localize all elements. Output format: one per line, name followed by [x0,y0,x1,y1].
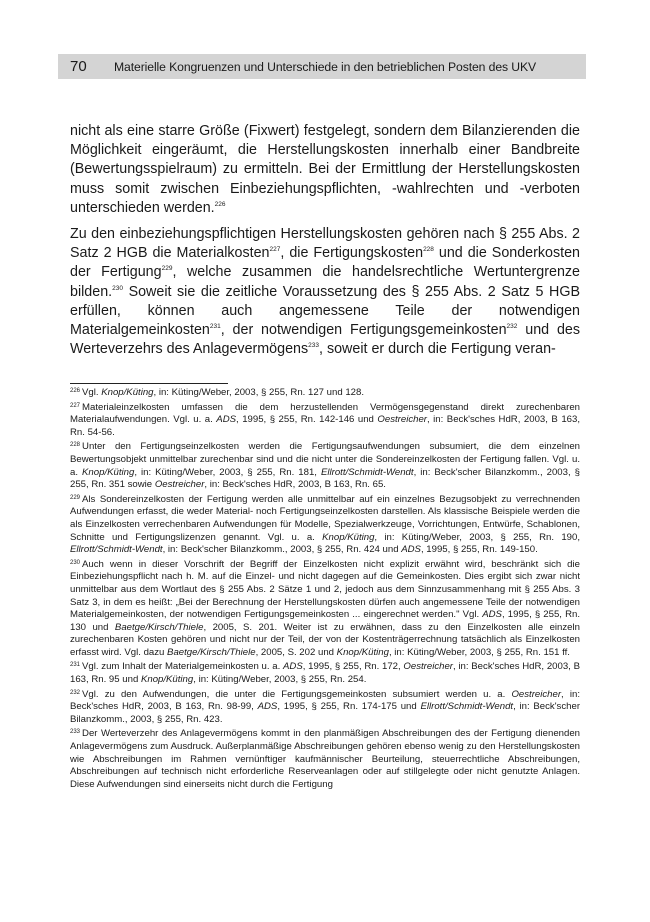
footnote-ref[interactable]: 227 [269,246,281,254]
footnote-233: $^{233}$ Der Werteverzehr des Anlagevermögens kommt in den planmäßigen Abschreibungen des der Fertigung dienenden Anlagevermögens zum Ausdruck. Außerplanmäßige Abschreibungen gehören ebenso wenig zu den Herstellungskosten wie Abschreibungen im Rahmen vernünftiger kaufmännischer Beurteilung, steuerrechtliche Abschreibungen, Abschreibungen auf technisch nicht erforderliche Reserveanlagen oder auf stillgelegte oder nicht genutzte Anlagen. Diese Aufwendungen sind einerseits nicht durch die Fertigung [70,728,580,790]
running-title: Materielle Kongruenzen und Unterschiede in den betrieblichen Posten des UKV [114,59,537,74]
footnote-227: $^{227}$ Materialeinzelkosten umfassen die dem herzustellenden Vermögensgegenstand direkt zurechenbaren Materialaufwendungen. Vgl. u. a. ADS, 1995, § 255, Rn. 142-146 und Oestreicher, in: Beck'sches HdR, 2003, B 163, Rn. 54-56. [70,401,580,438]
running-header [58,54,586,79]
page-number: 70 [70,58,87,75]
footnote-ref[interactable]: 231 [209,323,221,331]
footnote-232: $^{232}$ Vgl. zu den Aufwendungen, die unter die Fertigungsgemeinkosten subsumiert werden u. a. Oestreicher, in: Beck'sches HdR, 2003, B 163, Rn. 98-99, ADS, 1995, § 255, Rn. 174-175 und Ellrott/Schmidt-Wendt, in: Beck'scher Bilanzkomm., 2003, § 255, Rn. 423. [70,688,581,725]
footnote-ref[interactable]: 228 [423,246,434,254]
footnote-231: $^{231}$ Vgl. zum Inhalt der Materialgemeinkosten u. a. ADS, 1995, § 255, Rn. 172, Oestreicher, in: Beck'sches HdR, 2003, B 163, Rn. 95 und Knop/Küting, in: Küting/Weber, 2003, § 255, Rn. 254. [70,661,580,686]
footnote-230: $^{230}$ Auch wenn in dieser Vorschrift der Begriff der Einzelkosten nicht explizit erwähnt wird, beschränkt sich die Einbeziehungspflicht nach h. M. auf die Einzel- und nicht dagegen auf die Gemeinkosten. Dies ergibt sich zwar nicht unmittelbar aus dem Wortlaut des § 255 Abs. 2 Sätze 1 und 2, jedoch aus dem Sinnzusammenhang mit § 255 Abs. 3 Satz 3, in dem es heißt: „Bei der Berechnung der Herstellungskosten dürfen auch angemessene Teile der notwendigen Materialgemeinkosten, der notwendigen Fertigungsgemeinkosten ... eingerechnet werden." Vgl. ADS, 1995, § 255, Rn. 130 und Baetge/Kirsch/Thiele, 2005, S. 201. Weiter ist zu erwähnen, dass zu den Einzelkosten alle einzeln zurechenbaren Kosten gehören und nicht nur der Teil, der von der Kostenträgerrechnung tatsächlich als Einzelkosten erfasst wird. Vgl. dazu Baetge/Kirsch/Thiele, 2005, S. 202 und Knop/Küting, in: Küting/Weber, 2003, § 255, Rn. 151 ff. [70,558,580,658]
footnotes [70,387,580,793]
footnote-ref[interactable]: 233 [308,342,319,350]
footnote-ref[interactable]: 230 [112,284,123,292]
footnote-ref[interactable]: 232 [506,323,518,331]
footnote-226: $^{226}$ Vgl. Knop/Küting, in: Küting/Weber, 2003, § 255, Rn. 127 und 128. [70,387,365,398]
footnote-ref[interactable]: 229 [161,265,173,273]
paragraph: nicht als eine starre Größe (Fixwert) festgelegt, sondern dem Bilanzierenden die Möglichkeit eingeräumt, die Herstellungskosten innerhalb einer Bandbreite (Bewertungsspielraum) zu ermitteln. Bei der Ermittlung der Herstellungskosten muss somit zwischen Einbeziehungspflichten, -wahlrechten und -verboten unterschieden werden.$^{226}$ [70,123,580,216]
footnote-separator [70,383,228,384]
footnote-ref[interactable]: 226 [214,201,226,209]
footnote-228: $^{228}$ Unter den Fertigungseinzelkosten werden die Fertigungsaufwendungen subsumiert, die dem einzelnen Bewertungsobjekt unmittelbar zurechenbar sind und die nicht unter die Sondereinzelkosten der Fertigung fallen. Vgl. u. a. Knop/Küting, in: Küting/Weber, 2003, § 255, Rn. 181, Ellrott/Schmidt-Wendt, in: Beck'scher Bilanzkomm., 2003, § 255, Rn. 351 sowie Oestreicher, in: Beck'sches HdR, 2003, B 163, Rn. 65. [70,441,580,491]
paragraph: Zu den einbeziehungspflichtigen Herstellungskosten gehören nach § 255 Abs. 2 Satz 2 HGB die Materialkosten$^{227}$, die Fertigungskosten$^{228}$ und die Sonderkosten der Fertigung$^{229}$, welche zusammen die handelsrechtliche Wertuntergrenze bilden.$^{230}$ Soweit sie die zeitliche Voraussetzung des § 255 Abs. 2 Satz 5 HGB erfüllen, können auch angemessene Teile der notwendigen Materialgemeinkosten$^{231}$, der notwendigen Fertigungsgemeinkosten$^{232}$ und des Werteverzehrs des Anlagevermögens$^{233}$, soweit er durch die Fertigung veran- [70,226,581,358]
main-text [70,122,580,366]
footnote-229: $^{229}$ Als Sondereinzelkosten der Fertigung werden alle unmittelbar auf ein einzelnes Bezugsobjekt zu verrechnenden Aufwendungen erfasst, die weder Material- noch Fertigungseinzelkosten darstellen. Als klassische Beispiele werden die als Einzelkosten verrechenbaren Aufwendungen für Modelle, Spezialwerkzeuge, Vorrichtungen, Entwürfe, Schablonen, Schnitte und Fertigungslizenzen genannt. Vgl. u. a. Knop/Küting, in: Küting/Weber, 2003, § 255, Rn. 190, Ellrott/Schmidt-Wendt, in: Beck'scher Bilanzkomm., 2003, § 255, Rn. 424 und ADS, 1995, § 255, Rn. 149-150. [70,493,580,556]
